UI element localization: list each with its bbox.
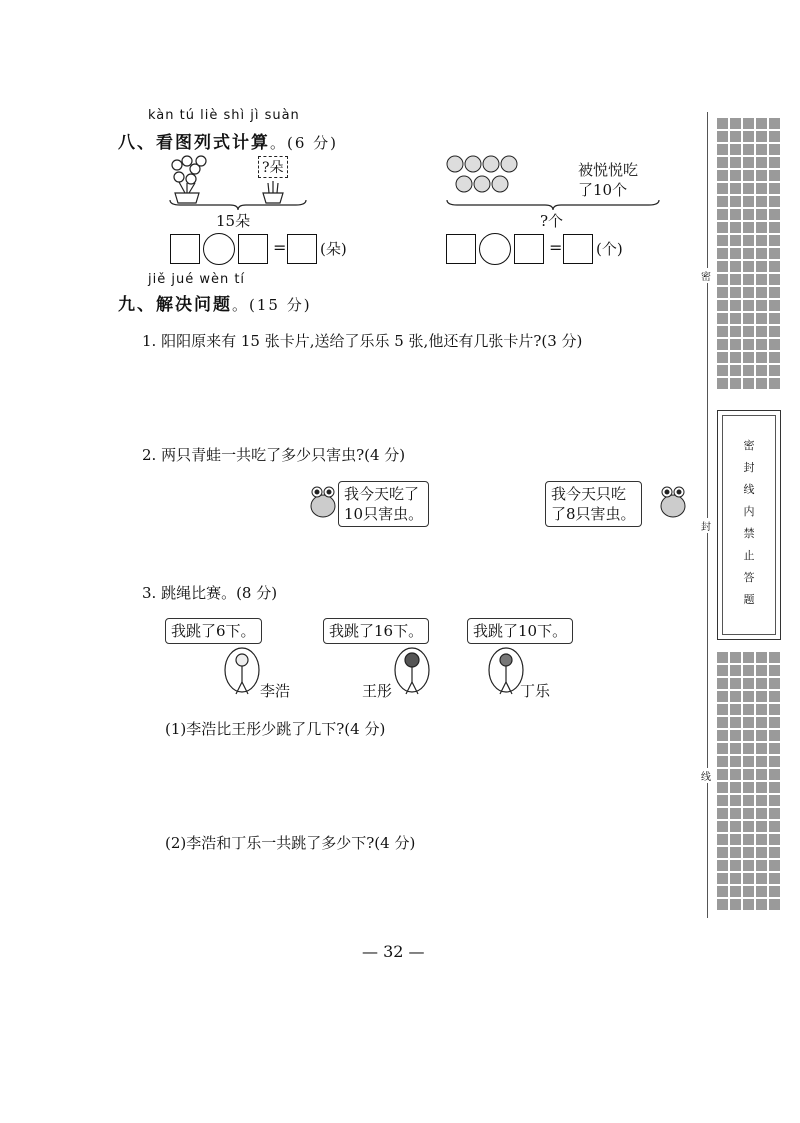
- frog-icon: [656, 484, 690, 522]
- question-1: 1. 阳阳原来有 15 张卡片,送给了乐乐 5 张,他还有几张卡片?(3 分): [142, 332, 583, 350]
- equals-sign: =: [273, 238, 287, 257]
- answer-box[interactable]: [238, 234, 268, 264]
- seal-pattern-bottom: [717, 652, 780, 910]
- operator-circle[interactable]: [203, 233, 235, 265]
- right-total-label: ?个: [540, 212, 564, 230]
- eaten-note-line2: 了10个: [578, 181, 628, 199]
- jumping-kid-icon: [222, 646, 262, 698]
- section8-pinyin: kàn tú liè shì jì suàn: [148, 108, 300, 123]
- eaten-note-line1: 被悦悦吃: [578, 161, 639, 179]
- answer-box[interactable]: [446, 234, 476, 264]
- unknown-flowers-label: ?朵: [258, 156, 288, 178]
- unit-label: (朵): [320, 240, 347, 258]
- answer-box[interactable]: [563, 234, 593, 264]
- kid2-speech-bubble: 我跳了16下。: [323, 618, 429, 644]
- eaten-note: [578, 160, 638, 200]
- question-3-2: (2)李浩和丁乐一共跳了多少下?(4 分): [165, 834, 416, 852]
- margin-mark-xian: 线: [701, 768, 711, 783]
- notice-text: 密封线内禁止答题: [743, 439, 755, 606]
- kid3-name: 丁乐: [520, 682, 551, 700]
- question-3-1: (1)李浩比王彤少跳了几下?(4 分): [165, 720, 386, 738]
- kid1-speech-bubble: 我跳了6下。: [165, 618, 262, 644]
- section8-score: 。(6 分): [270, 134, 339, 152]
- frog-icon: [306, 484, 340, 522]
- section8-title: [118, 128, 338, 153]
- frog1-speech-bubble: [338, 481, 429, 527]
- kid1-name: 李浩: [260, 682, 291, 700]
- section9-title: [118, 290, 312, 315]
- seal-pattern-top: [717, 118, 780, 389]
- frog2-speech-bubble: [545, 481, 642, 527]
- left-total-label: 15朵: [216, 212, 251, 230]
- kid3-speech-bubble: 我跳了10下。: [467, 618, 573, 644]
- page-number: — 32 —: [362, 942, 425, 961]
- section8-title-text: 八、看图列式计算: [118, 133, 270, 153]
- frog1-speech-line2: 10只害虫。: [344, 505, 424, 523]
- question-3: 3. 跳绳比赛。(8 分): [142, 584, 278, 602]
- margin-mark-mi: 密: [701, 268, 711, 283]
- apples-illustration: [445, 152, 525, 200]
- section9-pinyin: jiě jué wèn tí: [148, 272, 246, 287]
- margin-mark-feng: 封: [701, 518, 711, 533]
- operator-circle[interactable]: [479, 233, 511, 265]
- section9-score: 。(15 分): [232, 296, 312, 314]
- seal-line: [707, 112, 708, 918]
- equals-sign: =: [549, 238, 563, 257]
- answer-box[interactable]: [514, 234, 544, 264]
- question-2: 2. 两只青蛙一共吃了多少只害虫?(4 分): [142, 446, 406, 464]
- notice-box: [717, 410, 781, 640]
- answer-box[interactable]: [287, 234, 317, 264]
- jumping-kid-icon: [392, 646, 432, 698]
- answer-box[interactable]: [170, 234, 200, 264]
- section9-title-text: 九、解决问题: [118, 295, 232, 315]
- unit-label: (个): [596, 240, 623, 258]
- kid2-name: 王彤: [362, 682, 393, 700]
- frog2-speech-line1: 我今天只吃: [551, 485, 627, 503]
- frog2-speech-line2: 了8只害虫。: [551, 505, 636, 523]
- frog1-speech-line1: 我今天吃了: [344, 485, 420, 503]
